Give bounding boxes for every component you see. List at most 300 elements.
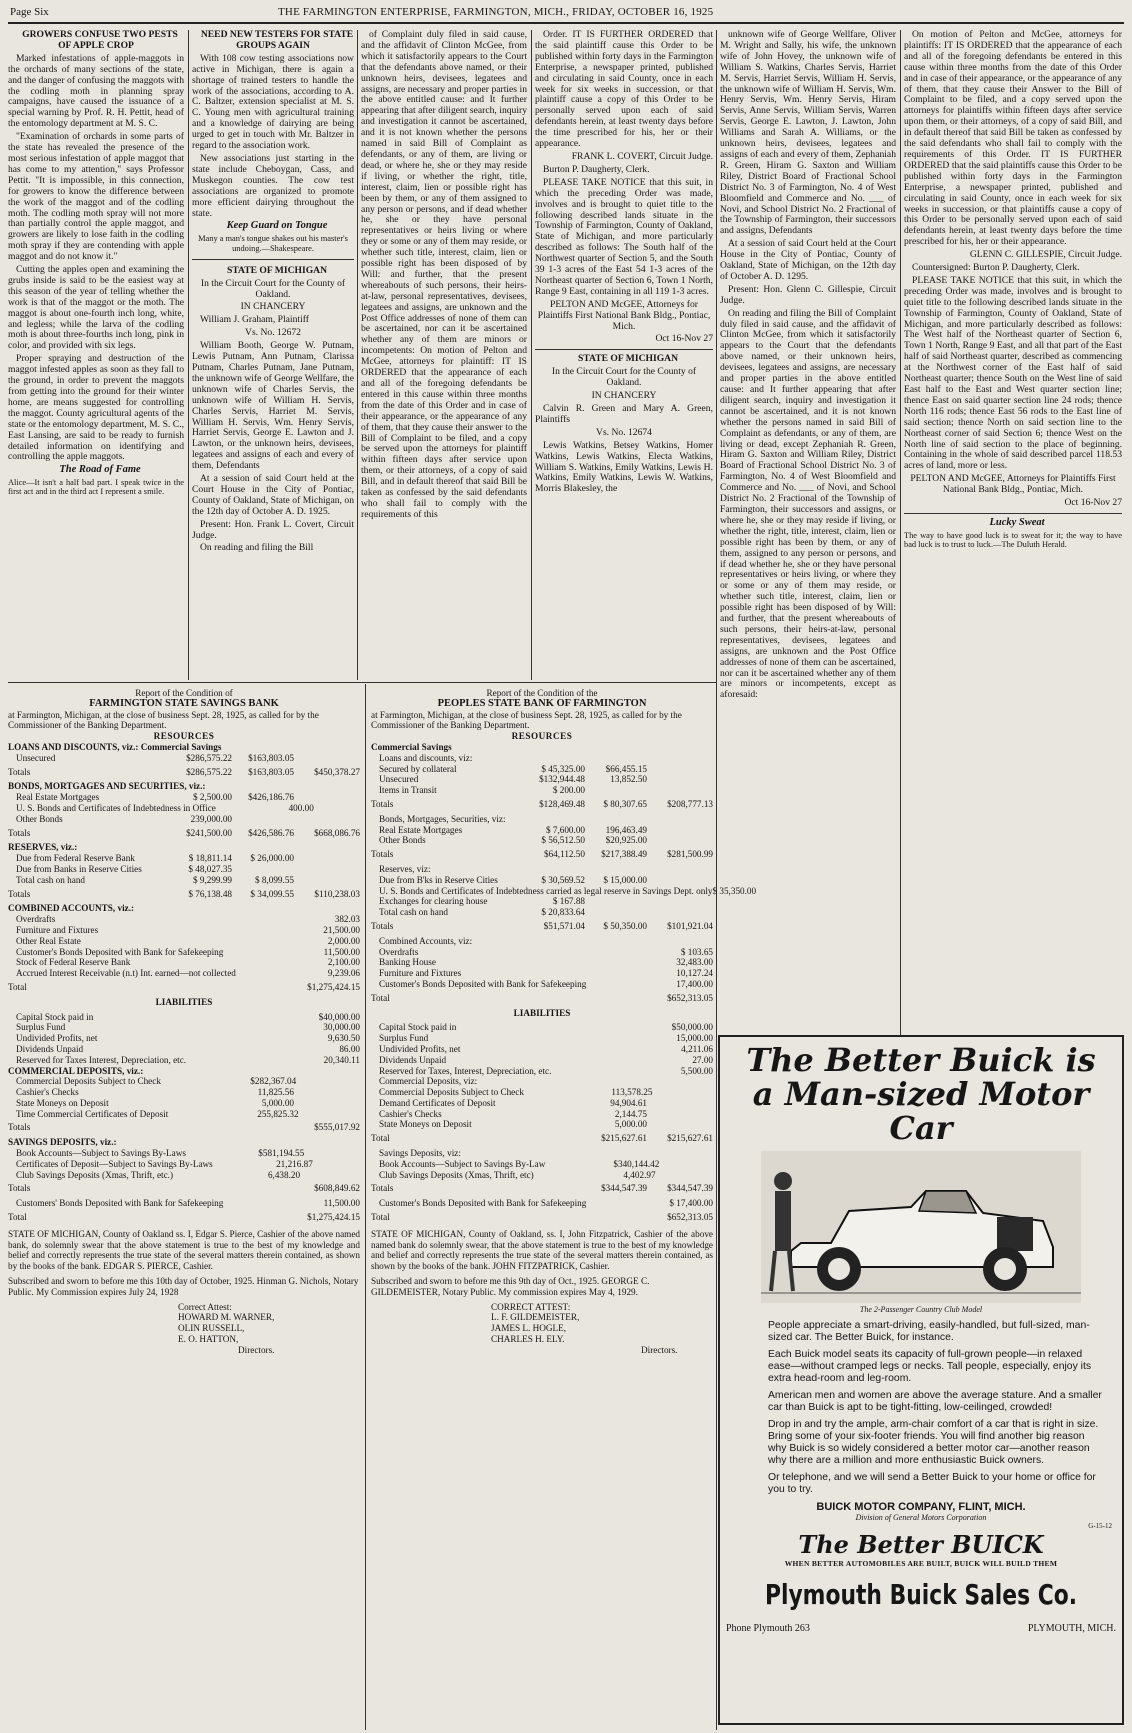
line-label: Total cash on hand <box>16 874 86 885</box>
column-rule <box>357 30 358 680</box>
line-value <box>154 936 232 947</box>
cashier-oath: STATE OF MICHIGAN, County of Oakland, ss. I, John Fitzpatrick, Cashier of the above named bank do solemnly swear, that the above statement is true to the best of my knowledge and belief and correctly represents the true state of the several matters therein contained, as shown by the books of the bank. JOHN FITZPATRICK, Cashier. <box>371 1228 713 1272</box>
line-value: $282,367.04 <box>250 1076 297 1087</box>
line-value: $426,186.76 <box>248 792 294 803</box>
line-value: $344,547.39 <box>601 1183 647 1194</box>
article-apple-pests <box>8 30 184 680</box>
line-value <box>647 1148 713 1159</box>
line-value: $ 50,350.00 <box>603 920 647 931</box>
line-label: Total cash on hand <box>379 907 449 918</box>
line-label: Reserved for Taxes Interest, Depreciation, etc. <box>16 1054 187 1065</box>
line-value <box>296 1076 360 1087</box>
line-value <box>585 1148 647 1159</box>
line-value <box>252 1055 304 1066</box>
filler-title: Keep Guard on Tongue <box>226 220 328 232</box>
line-value: $163,803.05 <box>248 766 294 777</box>
report-line <box>371 1044 713 1055</box>
line-label: Overdrafts <box>379 946 419 957</box>
line-value: $101,921.04 <box>667 920 713 931</box>
line-value <box>507 1055 585 1066</box>
report-line <box>8 864 360 875</box>
car-illustration <box>720 1151 1122 1303</box>
line-value <box>154 1087 232 1098</box>
section-rule <box>8 682 716 683</box>
line-value: 15,000.00 <box>676 1033 713 1044</box>
line-label: Overdrafts <box>16 914 56 925</box>
report-line <box>371 774 713 785</box>
line-value: 21,216.87 <box>276 1158 313 1169</box>
line-value <box>507 1076 585 1087</box>
line-value: 239,000.00 <box>190 813 232 824</box>
line-value: 2,100.00 <box>327 957 360 968</box>
line-value <box>294 875 360 886</box>
legal-notice-green <box>720 30 896 1033</box>
line-value <box>647 907 713 918</box>
line-label: Totals <box>8 766 31 777</box>
line-value: $ 35,350.00 <box>712 885 757 896</box>
line-value <box>232 1183 294 1194</box>
line-value <box>647 936 713 947</box>
line-value <box>585 947 647 958</box>
cashier-oath: STATE OF MICHIGAN, County of Oakland ss. I, Edgar S. Pierce, Cashier of the above named bank, do solemnly swear that the above statement is true to the best of my knowledge and belief and correctly represents the true state of the several matters therein contained, as shown by the books of the bank. EDGAR S. PIERCE, Cashier. <box>8 1228 360 1272</box>
attest-block <box>371 1302 713 1356</box>
line-value: $652,313.05 <box>667 1212 713 1223</box>
line-label: Savings Deposits, viz: <box>379 1148 461 1159</box>
line-value: $286,575.22 <box>186 766 232 777</box>
line-value <box>634 979 672 990</box>
line-value <box>613 1066 662 1077</box>
legal-defendants: unknown wife of George Wellfare, Oliver M. Wright and Sally, his wife, the unknown wife of John Hovey, the unknown wife of William S. Watkins, Charles Servis, Harriet M. Servis, Harriet Servis, William H. Servis, the unknown wife of William H. Servis, Wm. Henry Servis, Wm. Henry Servis, Hiram Servis, Anne Servis, William Servis, Warren Servis, George E. Lawton, J. Lawton, John Williams and Sarah A. Williams, or the unknown heirs, devisees, legatees and assigns of each and every of them, Zephaniah R. Green, Hiram G. Saxton and William Riley, District Board of Fractional School District No. 3 of Farmington, No. 4 of West Bloomfield and Commerce and No. ___ of Novi, and School District No. 2 Fractional of the Township of Farmington, their successors and assigns, Defendants <box>720 29 896 237</box>
notary-statement: Subscribed and sworn to before me this 9th day of Oct., 1925. GEORGE C. GILDEMEISTER, Notary Public. My commission expires May 4, 1929. <box>371 1276 650 1297</box>
line-value <box>585 1212 647 1223</box>
line-value <box>294 1137 360 1148</box>
line-value: $241,500.00 <box>186 827 232 838</box>
line-value: $50,000.00 <box>671 1022 713 1033</box>
line-value: $668,086.76 <box>314 827 360 838</box>
line-label: Stock of Federal Reserve Bank <box>16 957 131 968</box>
line-value <box>154 842 232 853</box>
line-value <box>507 1133 585 1144</box>
line-value <box>232 982 294 993</box>
line-value: $ 26,000.00 <box>250 853 294 864</box>
line-value: $1,275,424.15 <box>307 1212 360 1223</box>
line-label: Total <box>371 1212 390 1223</box>
report-line <box>371 1066 713 1077</box>
line-label: U. S. Bonds and Certificates of Indebtedness in Office <box>16 802 216 813</box>
line-value <box>154 1098 232 1109</box>
line-value <box>647 825 713 836</box>
notary-statement: Subscribed and sworn to before me this 10th day of October, 1925. Hinman G. Nichols, Notary Public. My Commission expires July 24, 1928 <box>8 1276 359 1297</box>
line-value: 382.03 <box>334 914 360 925</box>
line-label: Totals <box>8 1122 31 1133</box>
ad-code: G-15-12 <box>1088 1522 1112 1530</box>
report-line <box>371 875 713 886</box>
line-value <box>585 993 647 1004</box>
legal-chancery: IN CHANCERY <box>240 301 306 313</box>
line-label: Cashier's Checks <box>16 1087 79 1098</box>
report-line <box>371 814 713 825</box>
line-value: $ 56,512.50 <box>541 835 585 846</box>
buick-company: BUICK MOTOR COMPANY, FLINT, MICH. <box>816 1501 1026 1513</box>
report-line <box>371 1170 713 1181</box>
line-label: Real Estate Mortgages <box>379 824 463 835</box>
report-line <box>8 1183 360 1194</box>
line-value: $ 200.00 <box>552 785 585 796</box>
legal-text: On reading and filing the Bill <box>200 542 314 554</box>
line-value: $344,547.39 <box>667 1183 713 1194</box>
legal-notice-green-continued <box>904 30 1122 1033</box>
report-line <box>371 1212 713 1223</box>
line-value <box>507 753 585 764</box>
line-value <box>507 957 585 968</box>
line-label: Totals <box>8 1183 31 1194</box>
report-line <box>371 764 713 775</box>
line-value <box>585 742 647 753</box>
line-label: Customer's Bonds Deposited with Bank for Safekeeping <box>16 946 224 957</box>
line-value <box>223 1198 275 1209</box>
line-value <box>585 936 647 947</box>
line-value: $ 2,500.00 <box>192 792 232 803</box>
line-value <box>585 814 647 825</box>
report-line <box>8 1198 360 1209</box>
report-line <box>371 968 713 979</box>
line-value <box>647 814 713 825</box>
line-value <box>232 936 294 947</box>
line-value <box>313 1159 360 1170</box>
line-value <box>585 785 647 796</box>
line-value <box>659 1159 713 1170</box>
line-value <box>507 936 585 947</box>
line-value <box>507 1119 585 1130</box>
ad-paragraph: Each Buick model seats its capacity of full-grown people—in relaxed ease—without cramped legs or necks. Tall people, especially, enjoy its extra head-room and leg-room. <box>768 1349 1092 1384</box>
attest-line: HOWARD M. WARNER, <box>178 1312 275 1323</box>
line-value: $ 103.65 <box>680 946 713 957</box>
line-value <box>647 1109 713 1120</box>
legal-defendants: William Booth, George W. Putnam, Lewis Putnam, Ann Putnam, Clarissa Putnam, Charles Putnam, Jane Putnam, the unknown wife of George Wellfare, the unknown wife of Charles Servis, the unknown wife of William H. Servis, Charles Servis, Harriet M. Servis, William H. Servis, Wm. Henry Servis, Harriet Servis, George E. Lawton and J. Lawton, or the unknown heirs, devisees, legatees and assigns of each and every of them, Defendants <box>192 340 354 472</box>
line-value <box>232 903 294 914</box>
legal-defendants: Lewis Watkins, Betsey Watkins, Homer Watkins, Lewis Watkins, Electa Watkins, William S. Watkins, Emily Watkins, Lewis H. Watkins, Emily Watkins, Lewis W. Watkins, Morris Blakesley, the <box>535 439 713 495</box>
line-value <box>507 864 585 875</box>
line-value: $ 48,027.35 <box>188 863 232 874</box>
line-label: Total <box>8 981 27 992</box>
dealer-name: Plymouth Buick Sales Co. <box>764 1578 1078 1611</box>
line-label: COMBINED ACCOUNTS, viz.: <box>8 903 135 914</box>
line-label: State Moneys on Deposit <box>16 1097 109 1108</box>
report-line <box>8 947 360 958</box>
line-value <box>294 814 360 825</box>
dealer-city: PLYMOUTH, MICH. <box>1027 1623 1116 1634</box>
line-label: Club Savings Deposits (Xmas, Thrift, etc.) <box>16 1169 174 1180</box>
line-value: $ 20,833.64 <box>541 907 585 918</box>
report-line <box>371 1119 713 1130</box>
bank-report-peoples-state <box>371 688 757 1728</box>
report-line <box>371 1055 713 1066</box>
line-value: $132,944.48 <box>539 774 585 785</box>
filler-title: Lucky Sweat <box>989 516 1045 528</box>
line-value: 2,144.75 <box>614 1108 647 1119</box>
report-line <box>8 1159 360 1170</box>
report-line <box>371 957 713 968</box>
report-line <box>371 907 713 918</box>
report-line <box>371 1133 713 1144</box>
column-rule <box>900 30 901 1035</box>
report-subtitle: at Farmington, Michigan, at the close of business Sept. 28, 1925, as called for by the Commissioner of the Banking Department. <box>371 709 682 731</box>
filler-text: Alice—It isn't a half bad part. I speak twice in the first act and in the third act I represent a smile. <box>8 478 184 497</box>
report-line <box>371 1183 713 1194</box>
line-value <box>507 1044 585 1055</box>
line-value: 196,463.49 <box>605 824 647 835</box>
report-line <box>8 853 360 864</box>
legal-notice-continued <box>361 30 527 680</box>
line-value <box>647 1098 713 1109</box>
line-value: $450,378.27 <box>314 766 360 777</box>
report-line <box>371 1148 713 1159</box>
clerk: Burton P. Daugherty, Clerk. <box>543 163 650 175</box>
line-value <box>232 925 294 936</box>
line-value <box>585 1044 647 1055</box>
legal-notice-title: STATE OF MICHIGAN <box>577 353 679 365</box>
ad-paragraph: People appreciate a smart-driving, easily-handled, but full-sized, man-sized car. The Better Buick, for instance. <box>768 1320 1090 1343</box>
line-value: 94,904.61 <box>610 1097 647 1108</box>
line-value <box>507 968 585 979</box>
line-value <box>154 1183 232 1194</box>
legal-text: On motion of Pelton and McGee, attorneys for plaintiffs: IT IS ORDERED that the appearance of each and all of the foregoing defendants be entered in this cause within three months from the date of this Order and in case of their appearance, or the appearance of any of them, that they cause their Answer to the Bill of Complaint to be filed, and a copy served upon the attorneys for plaintiffs within fifteen days after service upon them, or their attorneys, of a copy of said Bill, and in default thereof that said Bill be taken as confessed by the said defendants who shall fail to comply with the requirements of this Order. IT IS FURTHER ORDERED that the said plaintiffs cause this Order to be published within forty days in the Farmington Enterprise, a newspaper printed, published and circulating in said County, once in each week for six weeks in succession, or that plaintiffs cause a copy of this Order to be personally served upon each of said defendants herein, at least twenty days before the time prescribed for his, her or their appearance. <box>904 29 1122 248</box>
report-line <box>8 1098 360 1109</box>
legal-text: of Complaint duly filed in said cause, and the affidavit of Clinton McGee, from which it satisfactorily appears to the Court that the defendants above named, or their unknown heirs, devisees, legatees and assigns, are necessary and proper parties in the above entitled cause: and It further appearing that after diligent search, inquiry and investigation it cannot be ascertained, and it is not known whether the persons named in said Bill of Complaint as defendants, or any of them, are living or dead, or where he, she or they may reside if living, or whether the right, title, interest, claim, lien or possible right has been by them, or any of them assigned to any person or persons, and if dead whether he, she or they have personal representatives or heirs living or where they or some or any of them may reside, or whether such title, interest, claim, lien or possible right has been disposed of by Will: and further, that the present whereabouts of such persons, their heirs-at-law, personal representatives, devisees, legatees and assigns, are unknown and the Post Office addresses of none of them can be ascertained, nor can it be ascertained whether any of them are minors or incompetents: On motion of Pelton and McGee, attorneys for plaintiff: IT IS ORDERED that the appearance of each and all of the foregoing defendants be entered in this cause within three months from the date of this Order and in case of their appearance, or the appearance of any of them, that they cause their answer to the Bill of Complaint to be filed, and a copy be served upon the attorneys for plaintiff within fifteen days after service upon them, or their attorneys, of a copy of said Bill, and in default thereof that said Bill be taken as confessed by the said defendants who shall fail to comply with the requirements of this <box>361 29 527 520</box>
report-line <box>8 1076 360 1087</box>
line-label: Totals <box>371 849 394 860</box>
ad-headline: The Better Buick is <box>746 1041 1096 1079</box>
line-value <box>585 753 647 764</box>
report-line <box>371 921 713 932</box>
line-value <box>311 781 361 792</box>
report-line <box>8 1137 360 1148</box>
line-label: Commercial Deposits, viz: <box>379 1076 478 1087</box>
line-value <box>232 1044 294 1055</box>
line-value <box>154 1012 232 1023</box>
line-value: $110,238.03 <box>314 888 360 899</box>
line-value: $215,627.61 <box>667 1133 713 1144</box>
line-label: Commercial Deposits Subject to Check <box>379 1087 524 1098</box>
line-value <box>154 957 232 968</box>
line-label: Accrued Interest Receivable (n.t) Int. earned—not collected <box>16 968 236 979</box>
line-label: Combined Accounts, viz: <box>379 935 473 946</box>
legal-notice: PLEASE TAKE NOTICE that this suit, in which the preceding Order was made, involves and is brought to quiet title to the following described lands situate in the Township of Farmington, County of Oakland, State of Michigan, and more particularly described as follows: The South half of the Northwest quarter of Section 5, and the South 39 1-3 acres of the East 54 1-3 acres of the Northeast quarter of Section 6, Town 1 North, Range 9 East, containing in all 119 1-3 acres. <box>535 176 713 297</box>
line-value <box>283 968 320 979</box>
report-line <box>8 1212 360 1223</box>
report-line <box>371 993 713 1004</box>
line-value <box>223 947 275 958</box>
line-value <box>551 1066 612 1077</box>
line-value: $426,586.76 <box>248 827 294 838</box>
line-label: Total <box>371 1133 390 1144</box>
line-label: Other Real Estate <box>16 935 81 946</box>
report-line <box>371 742 713 753</box>
line-value <box>300 1170 360 1181</box>
line-value: 5,500.00 <box>680 1065 713 1076</box>
line-label: Due from Federal Reserve Bank <box>16 853 135 864</box>
line-label: Unsecured <box>16 752 56 763</box>
line-label: Due from Banks in Reserve Cities <box>16 863 142 874</box>
line-value: $ 76,138.48 <box>188 888 232 899</box>
legal-notice: PLEASE TAKE NOTICE that this suit, in which the preceding Order was made, involves and is brought to quiet title to the following described lands situate in the Township of Farmington, County of Oakland, State of Michigan, and more particularly described as follows: The West half of the Northeast quarter of Section 6, Town 1 North, Range 9 East, and all that part of the East half of said Northeast quarter, described as commencing at the Northwest corner of the East half of said Northeast quarter; thence South on the West line of said East half to the East and West quarter section line; thence East on said quarter section line 24 rods; thence North 116 rods; thence East 56 rods to the East line of said section; thence North on said section line to the Northeast corner of said Section 6; thence West on the North line of said section to the place of beginning. Containing in the whole of said described parcel 118.53 acres of land, more or less. <box>904 274 1122 472</box>
report-line <box>8 814 360 825</box>
line-value <box>206 781 265 792</box>
line-value <box>633 1198 670 1209</box>
line-value: $20,925.00 <box>605 835 647 846</box>
ad-paragraph: American men and women are above the average stature. And a smaller car than Buick is apt to be tight-fitting, low-ceilinged, crowded! <box>768 1390 1102 1413</box>
legal-court: In the Circuit Court for the County of Oakland. <box>551 366 697 389</box>
line-value: $215,627.61 <box>601 1133 647 1144</box>
line-value <box>545 1159 608 1170</box>
dealer-phone: Phone Plymouth 263 <box>726 1623 810 1634</box>
report-line <box>371 753 713 764</box>
line-label: Customer's Bonds Deposited with Bank for Safekeeping <box>379 1198 587 1209</box>
report-line <box>8 903 360 914</box>
line-value <box>294 864 360 875</box>
line-label: Book Accounts—Subject to Savings By-Laws <box>16 1148 186 1159</box>
line-value <box>304 1148 360 1159</box>
line-value: $51,571.04 <box>543 920 585 931</box>
line-value <box>585 1033 647 1044</box>
legal-plaintiff: Calvin R. Green and Mary A. Green, Plaintiffs <box>535 403 713 425</box>
attest-line: Directors. <box>641 1344 678 1355</box>
line-value: $40,000.00 <box>318 1011 360 1022</box>
line-value <box>585 968 647 979</box>
report-line <box>8 1148 360 1159</box>
line-value <box>221 742 273 753</box>
line-value <box>524 1087 596 1098</box>
report-title: Report of the Condition of <box>135 688 233 698</box>
line-value: $555,017.92 <box>314 1122 360 1133</box>
line-value <box>647 835 713 846</box>
line-value: 113,578.25 <box>611 1087 653 1098</box>
resources-heading: RESOURCES <box>511 731 573 742</box>
line-value <box>173 1170 244 1181</box>
article-paragraph: Marked infestations of apple-maggots in the orchards of many sections of the state, and the danger of confusing the maggots with the codling moth in planning spray campaigns, have caused the issuance of a special warning by Prof. R. H. Pettit, head of the entomology department at M. S. C. <box>8 52 184 130</box>
legal-session: At a session of said Court held at the Court House in the City of Pontiac, County of Oakland, State of Michigan, on the 12th day of October A. D. 1295. <box>720 238 896 282</box>
line-value: 32,483.00 <box>676 957 713 968</box>
line-value <box>161 1076 236 1087</box>
line-value <box>507 1033 585 1044</box>
report-line <box>371 936 713 947</box>
line-value <box>585 896 647 907</box>
line-label: Other Bonds <box>379 835 426 846</box>
line-value <box>647 875 713 886</box>
line-value <box>647 1119 713 1130</box>
report-line <box>8 889 360 900</box>
line-label: Reserves, viz: <box>379 863 431 874</box>
line-value: 27.00 <box>692 1054 713 1065</box>
report-line <box>8 1066 360 1077</box>
line-value <box>585 1076 647 1087</box>
line-label: State Moneys on Deposit <box>379 1119 472 1130</box>
report-line <box>371 785 713 796</box>
legal-chancery: IN CHANCERY <box>591 390 657 402</box>
line-label: Totals <box>371 798 394 809</box>
line-value <box>586 979 634 990</box>
line-label: Real Estate Mortgages <box>16 792 100 803</box>
report-line <box>8 925 360 936</box>
attest-line: L. F. GILDEMEISTER, <box>491 1312 580 1323</box>
line-value <box>154 1066 232 1077</box>
line-value <box>186 1055 252 1066</box>
line-value: $581,194.55 <box>258 1148 305 1159</box>
report-line <box>371 1076 713 1087</box>
line-value <box>186 1148 252 1159</box>
line-value: $ 34,099.55 <box>250 888 294 899</box>
line-value <box>314 803 360 814</box>
line-value: $66,455.15 <box>605 763 647 774</box>
legal-text: On reading and filing the Bill of Complaint duly filed in said cause, and the affidavit of Clinton McGee, from which it satisfactorily appears to the Court that the defendants above named, or their unknown heirs, devisees, legatees and assigns, are necessary and proper parties in the above entitled cause: and It further appearing that after diligent search, inquiry and investigation it cannot be ascertained, and it is not known whether the persons named in said Bill of Complaint as defendants, or any of them, are living or dead, except Zephaniah R. Green, Hiram G. Saxton and William Riley, District Board of Fractional School District No. 3 of Farmington, No. 4 of West Bloomfield and Commerce and No. ___ of Novi, and School District No. 2 Fractional of the Township of Farmington, their successors and assigns, or where he, she or they may reside if living, or whether the right, title, interest, claim, lien or possible right has been by them, or any of them, assigned to any person or persons, and if dead whether he, she or they have personal representatives or heirs living, or where they or some or any of them may reside, or whether such title, interest, claim, lien or possible right has been disposed of by Will: and further, that the present whereabouts of such persons, their heirs-at-law, personal representatives, devisees, legatees and assigns, are unknown and the Post Office addresses of none of them can be ascertained, nor can it be ascertained whether any of them are minors or incompetents, except as aforesaid: <box>720 307 896 701</box>
attest-line: Directors. <box>238 1344 275 1355</box>
resources-heading: RESOURCES <box>153 731 215 742</box>
line-value: $217,388.49 <box>601 849 647 860</box>
report-line <box>8 1170 360 1181</box>
line-label: Surplus Fund <box>379 1033 429 1044</box>
report-line <box>371 979 713 990</box>
line-label: Other Bonds <box>16 813 63 824</box>
line-label: Items in Transit <box>379 785 437 796</box>
headline: NEED NEW TESTERS FOR STATE GROUPS AGAIN <box>200 29 354 51</box>
buick-advertisement <box>718 1035 1124 1731</box>
report-line <box>8 1055 360 1066</box>
line-value <box>294 1098 360 1109</box>
line-label: Total <box>8 1212 27 1223</box>
line-value: 5,000.00 <box>614 1119 647 1130</box>
ad-frame <box>718 1035 1124 1725</box>
attorneys: PELTON AND McGEE, Attorneys for Plaintiffs First National Bank Bldg., Pontiac, Mich. <box>910 473 1116 496</box>
report-line <box>371 799 713 810</box>
line-label: Secured by collateral <box>379 763 457 774</box>
legal-present: Present: Hon. Frank L. Covert, Circuit Judge. <box>192 518 354 541</box>
legal-session: At a session of said Court held at the Court House in the City of Pontiac, County of Oakland, State of Michigan, on the 12th day of October A. D. 1925. <box>192 473 354 517</box>
line-label: Dividends Unpaid <box>379 1054 447 1065</box>
line-value <box>154 1212 232 1223</box>
report-line <box>8 781 360 792</box>
line-value <box>154 982 232 993</box>
filler-text: The way to have good luck is to sweat for it; the way to have bad luck is to trust to luck.—The Duluth Herald. <box>904 530 1122 550</box>
line-value <box>294 1066 360 1077</box>
line-value: $286,575.22 <box>186 752 232 763</box>
filler-text: Many a man's tongue shakes out his master's undoing.—Shakespeare. <box>198 234 348 253</box>
report-line <box>8 792 360 803</box>
line-value <box>232 1212 294 1223</box>
line-value <box>507 742 585 753</box>
column-rule <box>365 684 366 1730</box>
buick-division: Division of General Motors Corporation <box>855 1513 987 1522</box>
line-value <box>232 1122 294 1133</box>
line-value: $281,500.99 <box>667 849 713 860</box>
line-value <box>586 1198 632 1209</box>
report-line <box>8 1122 360 1133</box>
line-value: $208,777.13 <box>667 798 713 809</box>
report-line <box>8 914 360 925</box>
report-line <box>8 982 360 993</box>
line-value: 30,000.00 <box>323 1022 360 1033</box>
article-paragraph: Cutting the apples open and examining the grubs inside is said to be the easiest way at this season of the year of telling whether the work is that of the maggot or the moth. The maggot is about one-fourth inch long, white, and legless; while the larva of the codling moth is about three-fourths inch long, pink in color, and provided with six legs. <box>8 264 184 352</box>
filler-title: The Road of Fame <box>59 464 141 476</box>
line-value <box>647 753 713 764</box>
line-label: BONDS, MORTGAGES AND SECURITIES, viz.: <box>8 781 206 792</box>
report-line <box>8 1012 360 1023</box>
line-value <box>585 864 647 875</box>
line-value <box>507 1098 585 1109</box>
line-value <box>154 1122 232 1133</box>
line-value <box>316 742 360 753</box>
line-value: $ 30,569.52 <box>541 874 585 885</box>
report-line <box>371 1098 713 1109</box>
